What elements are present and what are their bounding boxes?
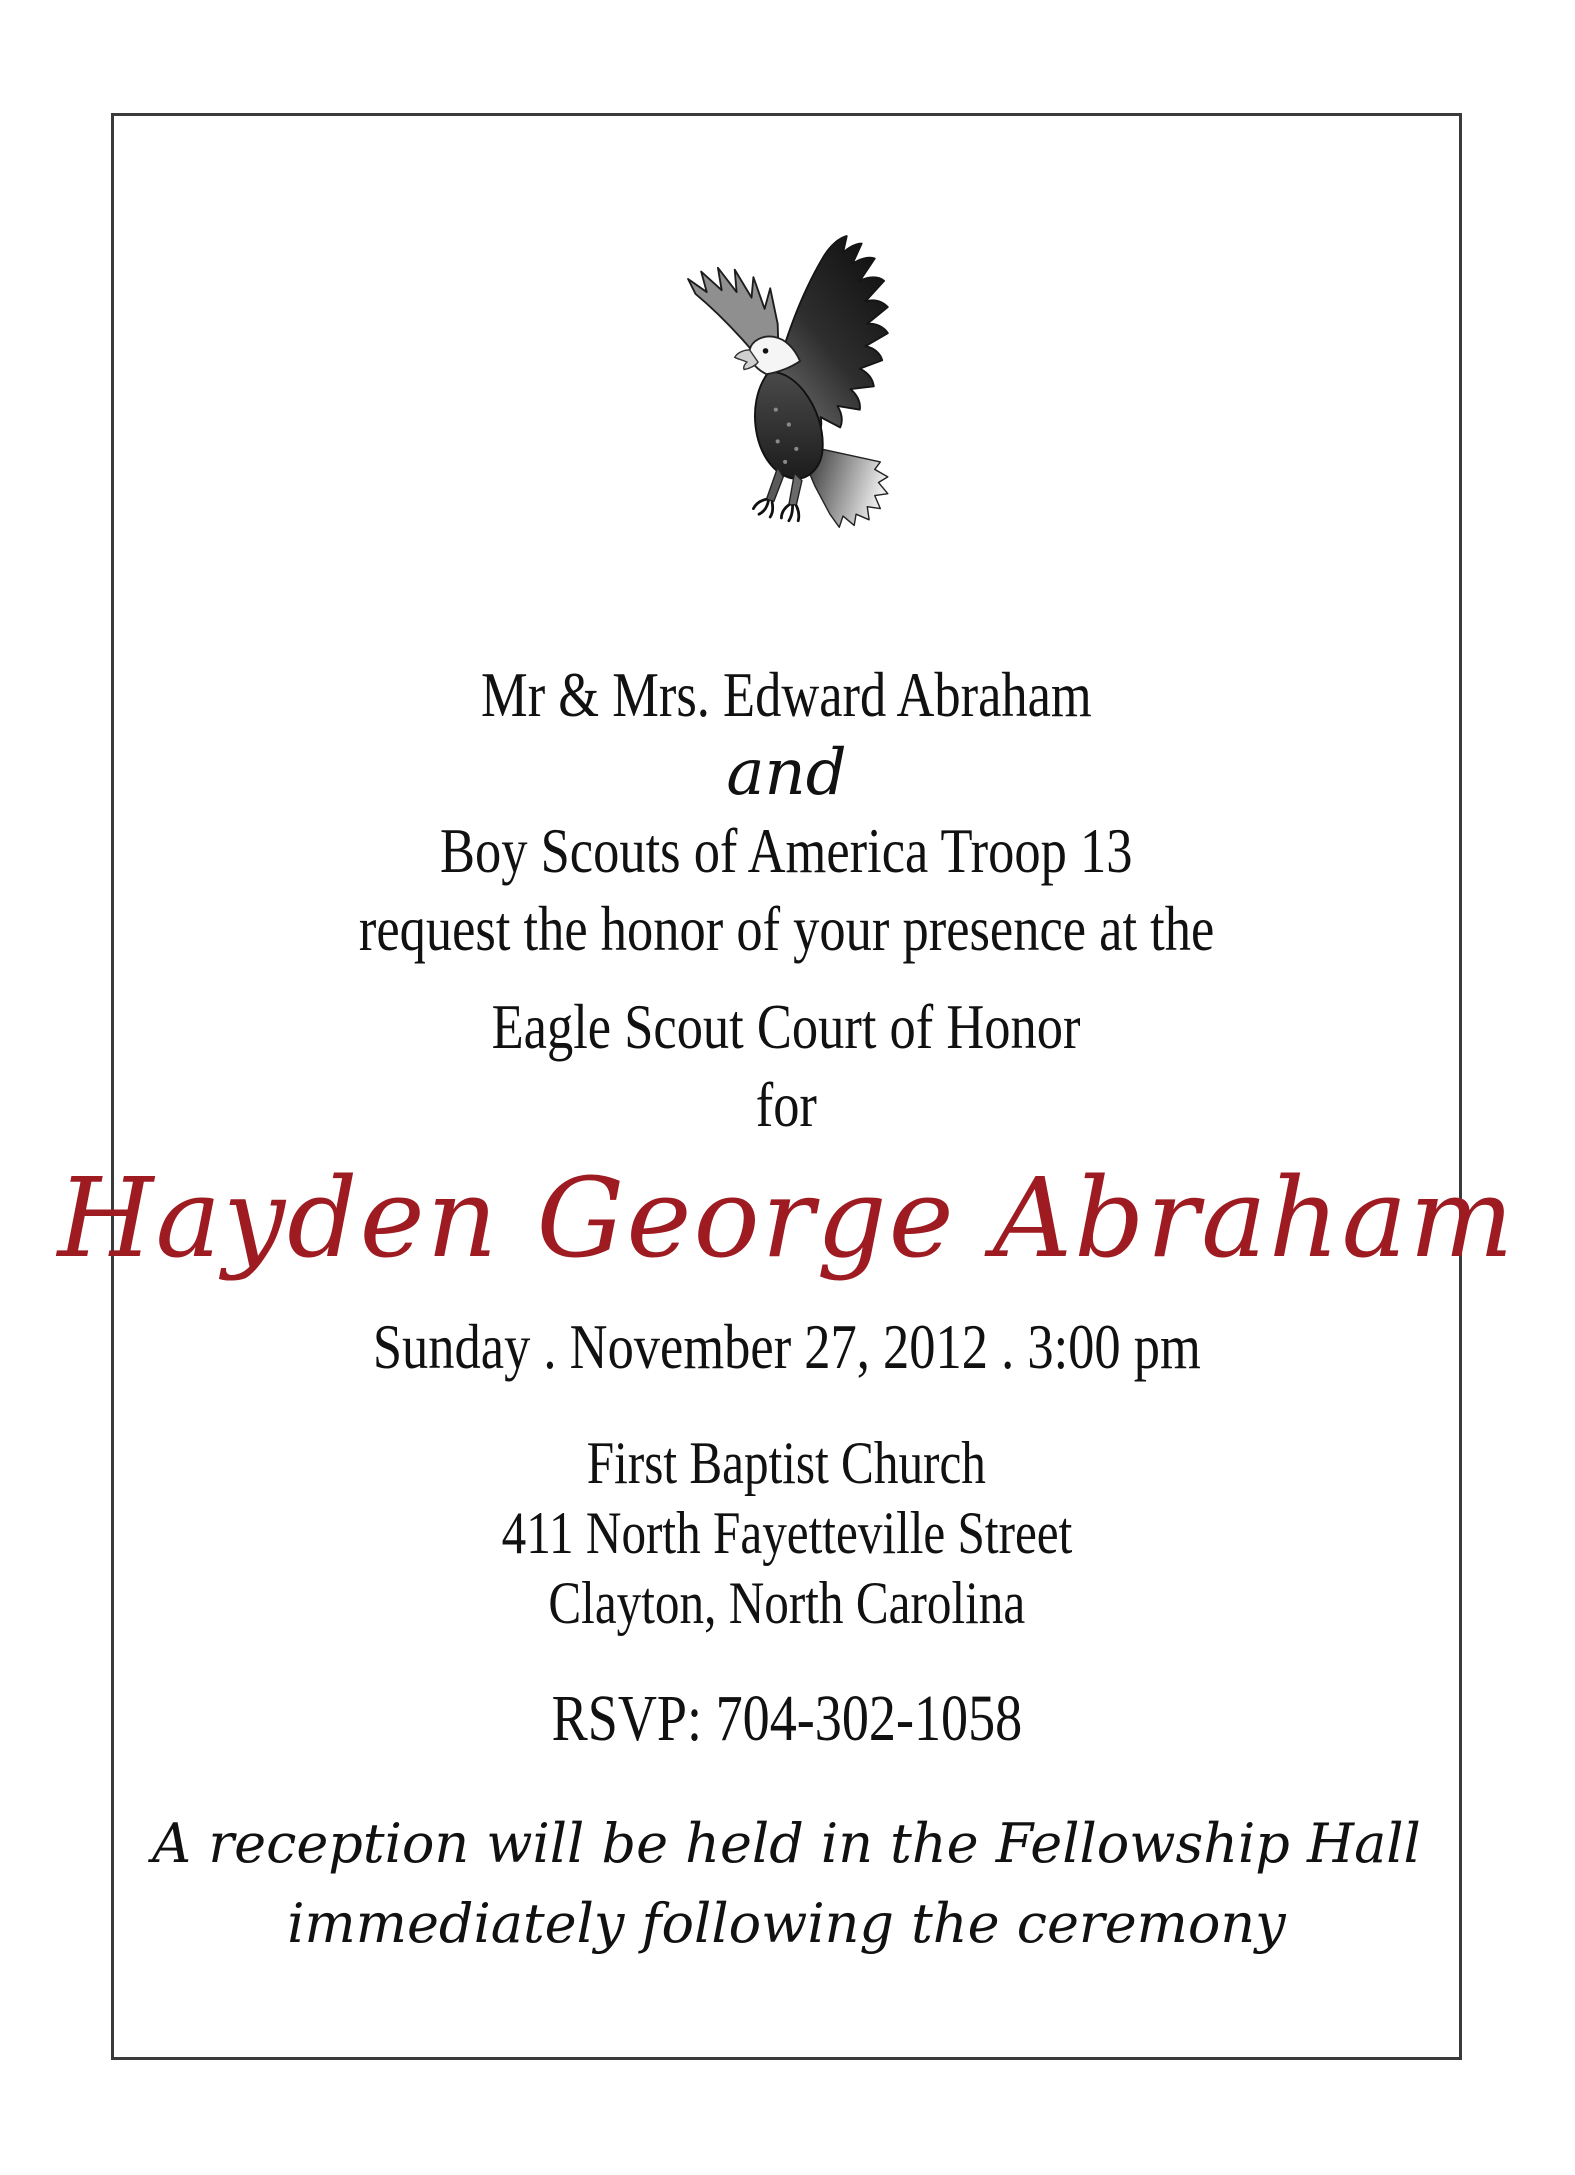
hosts-line-1: Mr & Mrs. Edward Abraham bbox=[481, 659, 1092, 730]
venue-name: First Baptist Church bbox=[586, 1430, 987, 1496]
hosts-block bbox=[265, 656, 1308, 968]
honoree-name: Hayden George Abraham bbox=[57, 1154, 1516, 1282]
event-block bbox=[427, 988, 1145, 1144]
event-title: Eagle Scout Court of Honor bbox=[492, 991, 1081, 1062]
conjunction-line: and bbox=[726, 736, 847, 810]
event-for: for bbox=[755, 1069, 818, 1140]
datetime-line: Sunday . November 27, 2012 . 3:00 pm bbox=[372, 1311, 1201, 1382]
venue-block bbox=[439, 1428, 1135, 1638]
invitation-border-frame bbox=[57, 113, 1516, 2060]
request-line: request the honor of your presence at the bbox=[358, 893, 1215, 964]
reception-line-1: A reception will be held in the Fellowship Hall bbox=[152, 1812, 1421, 1875]
eagle-icon bbox=[647, 232, 927, 550]
hosts-line-2: Boy Scouts of America Troop 13 bbox=[440, 815, 1133, 886]
reception-line-2: immediately following the ceremony bbox=[287, 1892, 1286, 1955]
venue-street: 411 North Fayetteville Street bbox=[501, 1500, 1072, 1566]
eagle-illustration bbox=[647, 232, 927, 550]
reception-block bbox=[152, 1804, 1421, 1964]
venue-city: Clayton, North Carolina bbox=[548, 1570, 1025, 1636]
rsvp-line: RSVP: 704-302-1058 bbox=[551, 1682, 1022, 1755]
